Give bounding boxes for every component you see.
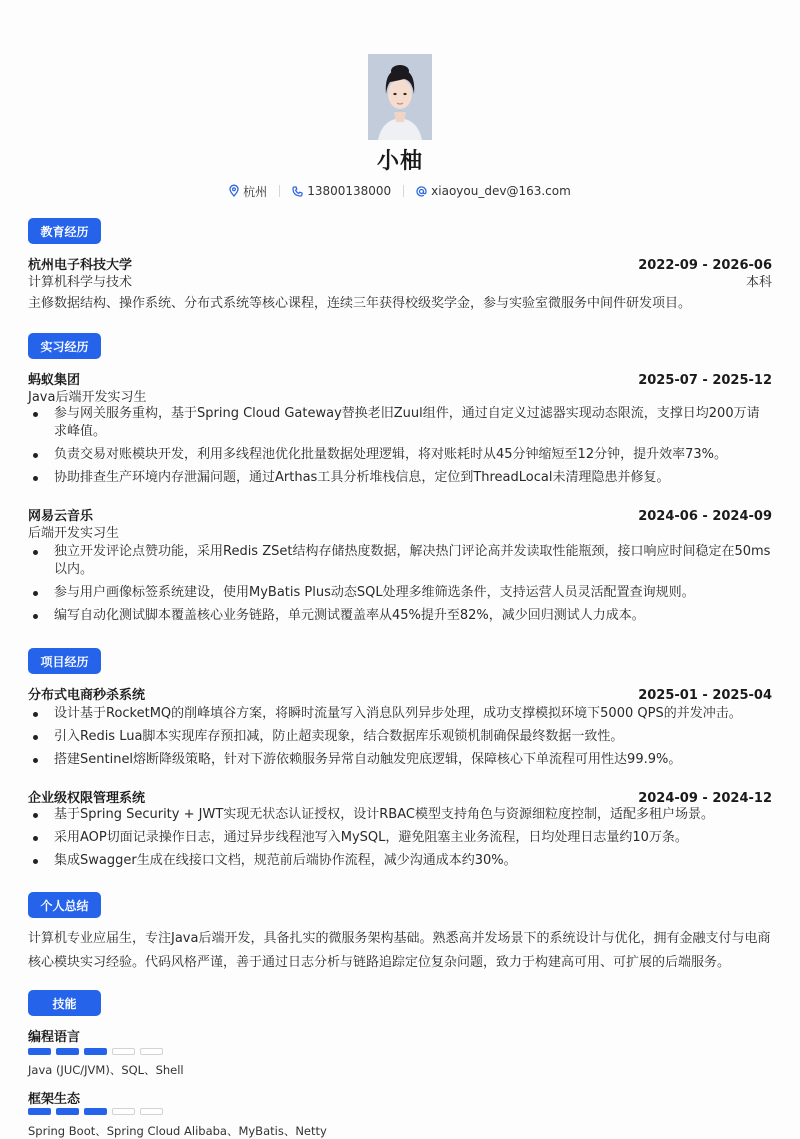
level-bar-filled	[56, 1108, 79, 1115]
bullet-item: 基于Spring Security + JWT实现无状态认证授权，设计RBAC模型支持角色与资源细粒度控制，适配多租户场景。	[28, 806, 772, 824]
project-row-0	[28, 684, 772, 703]
map-pin-icon	[229, 185, 239, 197]
level-bar-filled	[84, 1048, 107, 1055]
level-bar-empty	[140, 1048, 163, 1055]
company-name: 蚂蚁集团	[28, 373, 81, 388]
project-name: 企业级权限管理系统	[28, 791, 146, 806]
section-tag-skills: 技能	[28, 990, 101, 1016]
phone-text: 13800138000	[307, 184, 392, 198]
level-bar-filled	[28, 1048, 51, 1055]
level-bar-filled	[84, 1108, 107, 1115]
project-date: 2025-01 - 2025-04	[638, 688, 772, 703]
bullet-item: 采用AOP切面记录操作日志，通过异步线程池写入MySQL，避免阻塞主业务流程，日均处理日志量约10万条。	[28, 829, 772, 847]
section-tag-education: 教育经历	[28, 218, 101, 244]
bullet-item: 协助排查生产环境内存泄漏问题，通过Arthas工具分析堆栈信息，定位到ThreadLocal未清理隐患并修复。	[28, 469, 772, 487]
bullet-item: 引入Redis Lua脚本实现库存预扣减，防止超卖现象，结合数据库乐观锁机制确保最终数据一致性。	[28, 728, 772, 746]
location-item	[229, 183, 267, 200]
bullet-item: 设计基于RocketMQ的削峰填谷方案，将瞬时流量写入消息队列异步处理，成功支撑模拟环境下5000 QPS的并发冲击。	[28, 705, 772, 723]
internship-bullets-0	[28, 405, 772, 492]
email-item[interactable]	[416, 184, 571, 198]
company-name: 网易云音乐	[28, 509, 94, 524]
degree: 本科	[745, 275, 772, 290]
bullet-item: 集成Swagger生成在线接口文档，规范前后端协作流程，减少沟通成本约30%。	[28, 852, 772, 870]
education-description: 主修数据结构、操作系统、分布式系统等核心课程，连续三年获得校级奖学金，参与实验室微服务中间件研发项目。	[28, 296, 692, 311]
skill-description: Java (JUC/JVM)、SQL、Shell	[28, 1063, 184, 1077]
divider	[279, 185, 280, 197]
location-text: 杭州	[243, 184, 268, 199]
project-row-1	[28, 787, 772, 806]
project-name: 分布式电商秒杀系统	[28, 688, 146, 703]
contact-info	[0, 183, 800, 199]
internship-date: 2025-07 - 2025-12	[638, 373, 772, 388]
at-sign-icon	[416, 186, 427, 197]
email-text: xiaoyou_dev@163.com	[431, 184, 571, 198]
level-bar-filled	[56, 1048, 79, 1055]
bullet-item: 负责交易对账模块开发，利用多线程池优化批量数据处理逻辑，将对账耗时从45分钟缩短至12分钟，提升效率73%。	[28, 446, 772, 464]
resume-header	[0, 54, 800, 199]
school-name: 杭州电子科技大学	[28, 258, 133, 273]
divider	[403, 185, 404, 197]
bullet-item: 参与用户画像标签系统建设，使用MyBatis Plus动态SQL处理多维筛选条件，支持运营人员灵活配置查询规则。	[28, 584, 772, 602]
candidate-name: 小柚	[376, 149, 423, 174]
skill-category-name: 编程语言	[28, 1030, 81, 1045]
avatar	[368, 54, 432, 140]
skill-level-bars	[28, 1108, 163, 1115]
level-bar-empty	[112, 1108, 135, 1115]
portrait-photo-icon	[368, 54, 432, 140]
project-bullets-1	[28, 806, 772, 875]
phone-icon	[292, 186, 303, 197]
project-bullets-0	[28, 705, 772, 774]
bullet-item: 搭建Sentinel熔断降级策略，针对下游依赖服务异常自动触发兜底逻辑，保障核心下单流程可用性达99.9%。	[28, 751, 772, 769]
role: Java后端开发实习生	[28, 390, 147, 405]
internship-role-row-1	[28, 522, 772, 541]
skill-description: Spring Boot、Spring Cloud Alibaba、MyBatis、Netty	[28, 1124, 327, 1138]
project-date: 2024-09 - 2024-12	[638, 791, 772, 806]
phone-item[interactable]	[292, 184, 391, 198]
level-bar-empty	[112, 1048, 135, 1055]
role: 后端开发实习生	[28, 526, 120, 541]
skill-level-bars	[28, 1048, 163, 1055]
section-tag-internship: 实习经历	[28, 333, 101, 359]
bullet-item: 编写自动化测试脚本覆盖核心业务链路，单元测试覆盖率从45%提升至82%，减少回归测试人力成本。	[28, 607, 772, 625]
section-tag-projects: 项目经历	[28, 648, 101, 674]
skill-category-name: 框架生态	[28, 1092, 81, 1107]
major: 计算机科学与技术	[28, 275, 133, 290]
bullet-item: 参与网关服务重构，基于Spring Cloud Gateway替换老旧Zuul组件，通过自定义过滤器实现动态限流，支撑日均200万请求峰值。	[28, 405, 772, 441]
summary-text: 计算机专业应届生，专注Java后端开发，具备扎实的微服务架构基础。熟悉高并发场景下的系统设计与优化，拥有金融支付与电商核心模块实习经验。代码风格严谨，善于通过日志分析与链路追踪定位复杂问题，致力于构建高可用、可扩展的后端服务。	[28, 931, 771, 970]
level-bar-filled	[28, 1108, 51, 1115]
section-tag-summary: 个人总结	[28, 892, 101, 918]
bullet-item: 独立开发评论点赞功能，采用Redis ZSet结构存储热度数据，解决热门评论高并发读取性能瓶颈，接口响应时间稳定在50ms以内。	[28, 543, 772, 579]
internship-date: 2024-06 - 2024-09	[638, 509, 772, 524]
internship-bullets-1	[28, 543, 772, 630]
education-date: 2022-09 - 2026-06	[638, 258, 772, 273]
level-bar-empty	[140, 1108, 163, 1115]
education-subrow	[28, 271, 772, 290]
internship-role-row-0	[28, 386, 772, 405]
